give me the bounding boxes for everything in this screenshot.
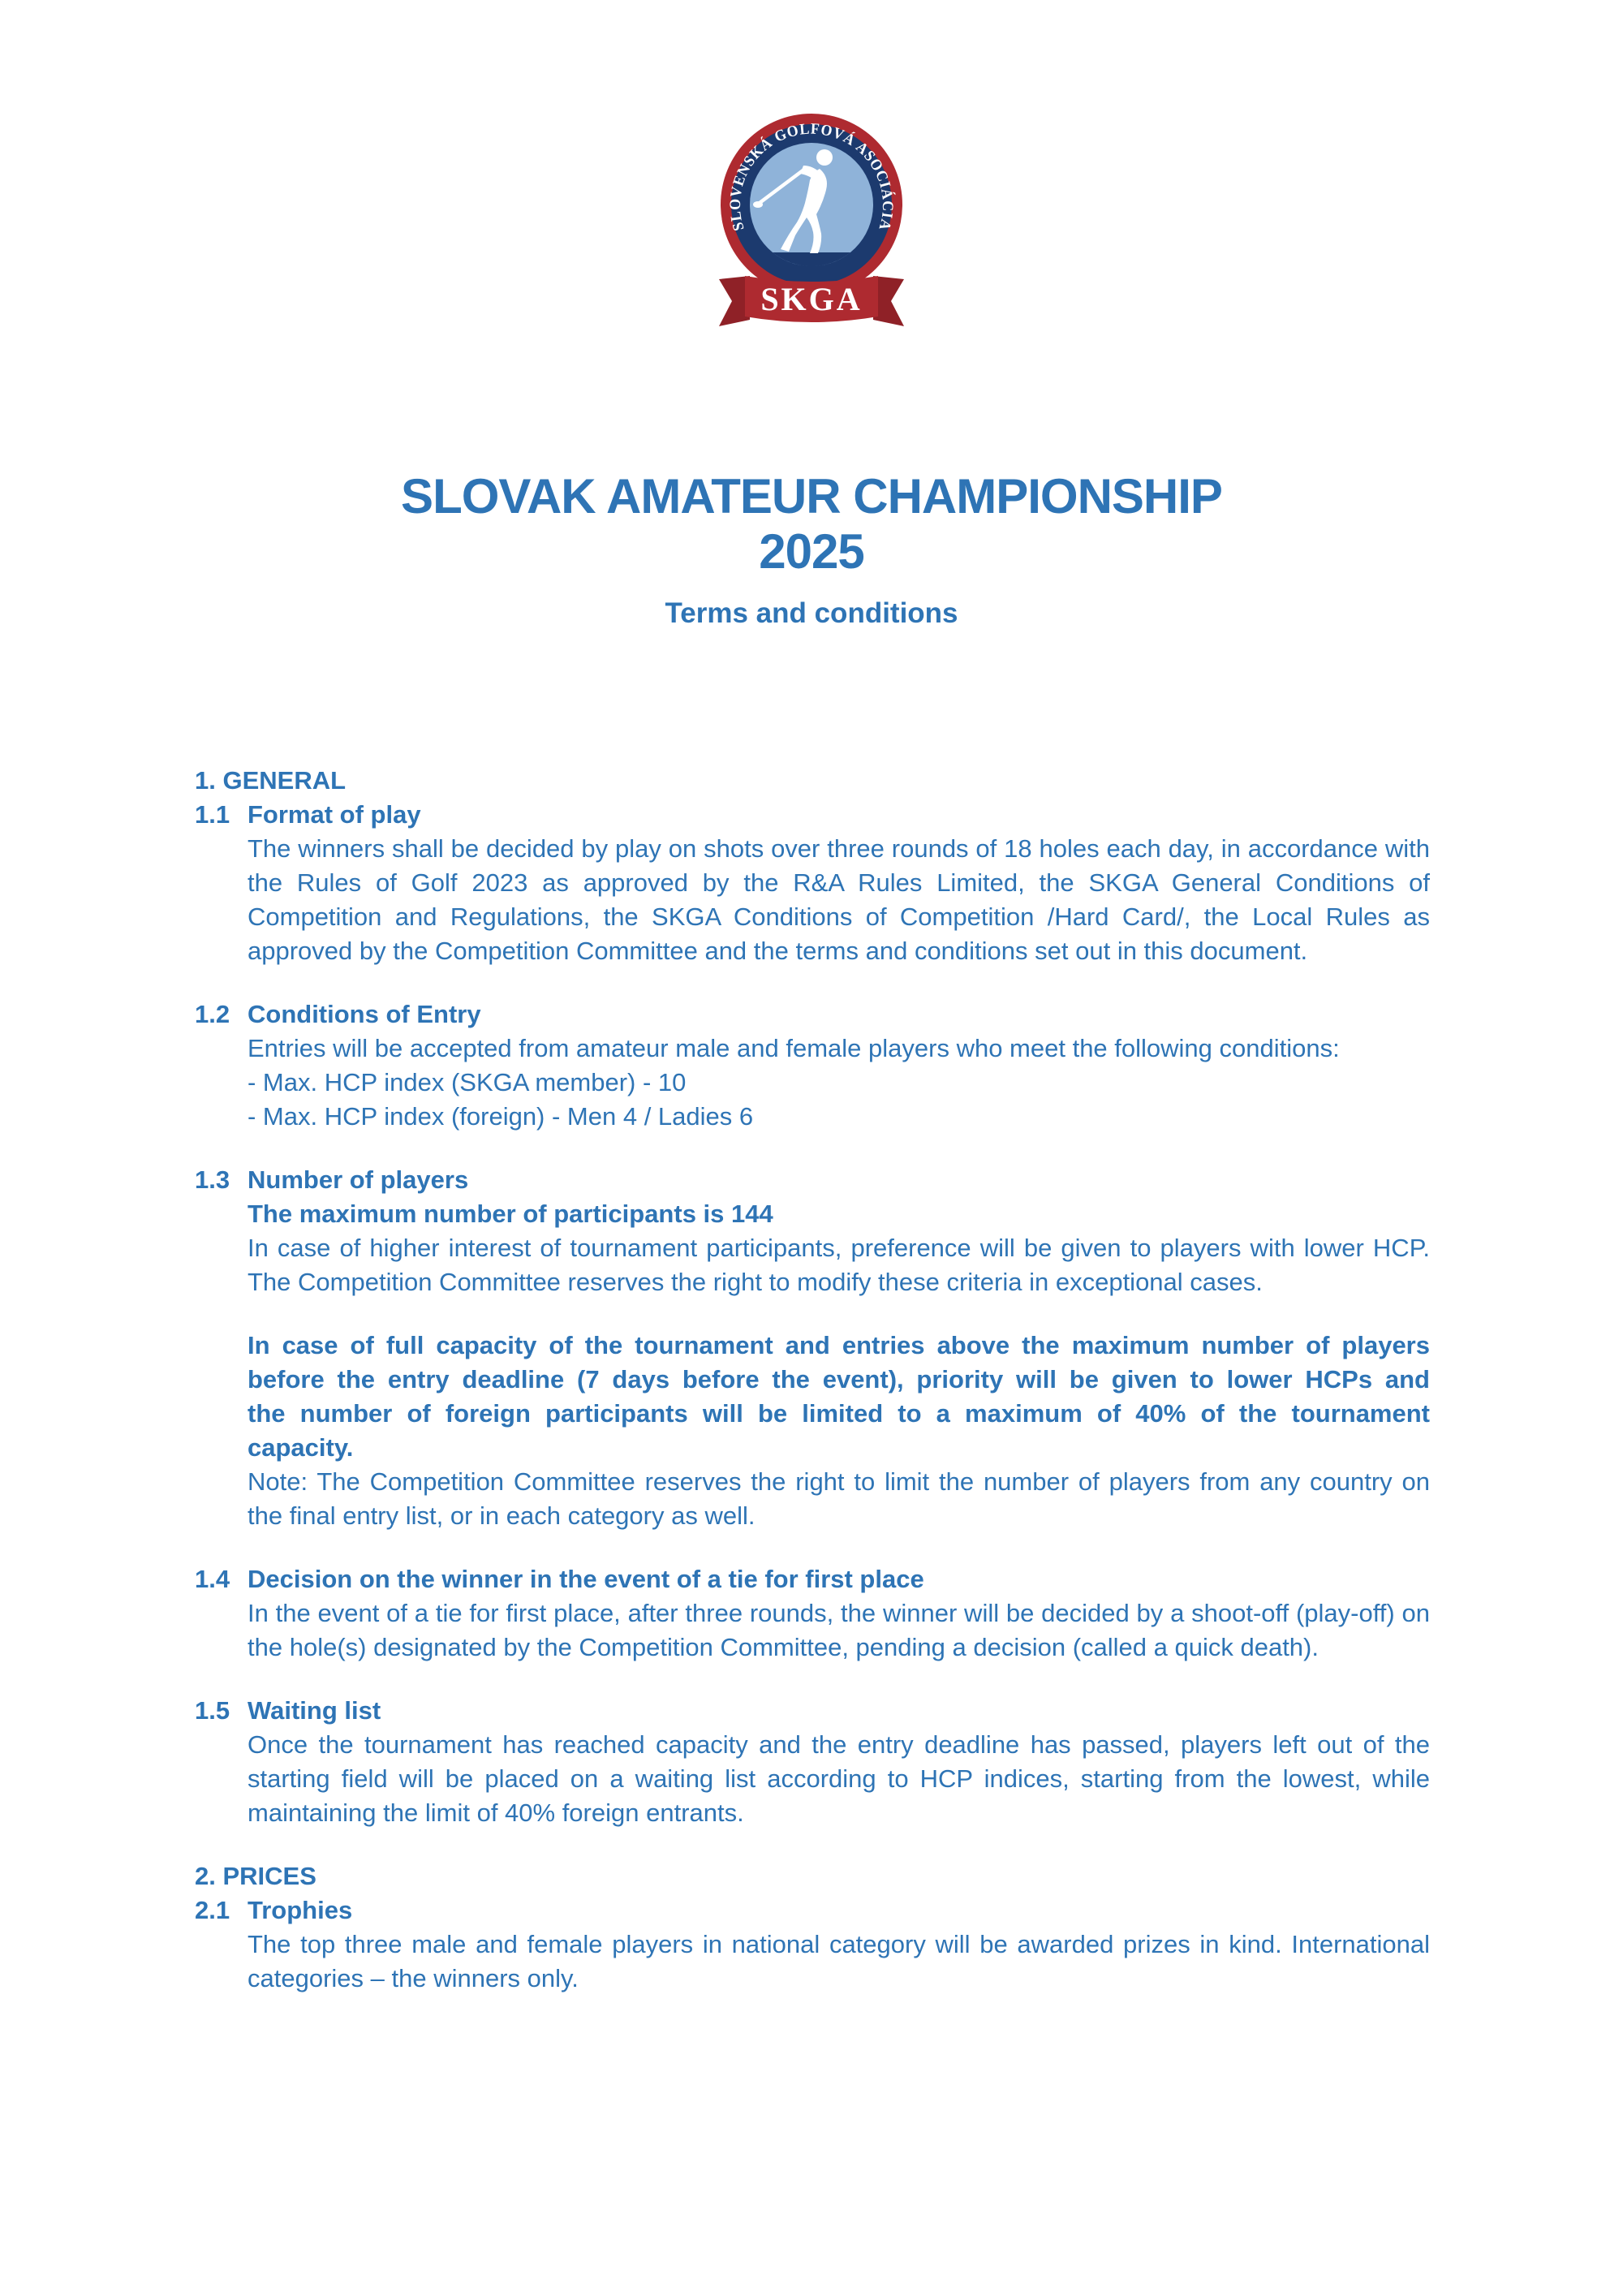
heading-title: Trophies xyxy=(248,1896,353,1924)
section-1-1-format-of-play xyxy=(195,798,1430,968)
document-subtitle: Terms and conditions xyxy=(665,597,958,629)
paragraph: In the event of a tie for first place, after three rounds, the winner will be decided by a shoot-off (play-off) on the hole(s) designated by the Competition Committee, pending a decision (called a quick death). xyxy=(248,1599,1430,1661)
document-title: SLOVAK AMATEUR CHAMPIONSHIP xyxy=(401,469,1222,523)
section-2-1-trophies xyxy=(195,1893,1430,1996)
heading-number: 1.2 xyxy=(195,1000,230,1028)
paragraph: The top three male and female players in national category will be awarded prizes in kind. International categories – the winners only. xyxy=(248,1930,1430,1992)
skga-logo-icon xyxy=(714,102,909,346)
paragraph: Entries will be accepted from amateur male and female players who meet the following conditions: xyxy=(248,1034,1340,1062)
bullet-line: - Max. HCP index (SKGA member) - 10 xyxy=(248,1068,687,1096)
paragraph: In case of higher interest of tournament participants, preference will be given to players with lower HCP. The Competition Committee reserves the right to modify these criteria in exceptional cases. xyxy=(248,1234,1430,1296)
section-1-2-conditions-of-entry xyxy=(195,997,1430,1134)
title-block xyxy=(0,469,1623,630)
bold-statement: The maximum number of participants is 144 xyxy=(248,1200,773,1228)
heading-number: 1.3 xyxy=(195,1165,230,1194)
section-1-4-tie-decision xyxy=(195,1562,1430,1665)
heading-title: Number of players xyxy=(248,1165,469,1194)
subsection-heading xyxy=(195,1893,1430,1928)
logo-arc-text: SLOVENSKÁ GOLFOVÁ ASOCIÁCIA xyxy=(726,120,897,234)
section-heading: 2. PRICES xyxy=(195,1862,316,1890)
heading-title: Waiting list xyxy=(248,1696,381,1725)
section-prices xyxy=(195,1859,1430,1893)
section-1-5-waiting-list xyxy=(195,1694,1430,1830)
subsection-heading xyxy=(195,1694,1430,1728)
skga-logo xyxy=(714,102,909,346)
document-body xyxy=(195,764,1430,2025)
subsection-heading xyxy=(195,1562,1430,1596)
subsection-heading xyxy=(195,798,1430,832)
heading-number: 2.1 xyxy=(195,1896,230,1924)
bullet-line: - Max. HCP index (foreign) - Men 4 / Ladies 6 xyxy=(248,1102,754,1131)
heading-title: Conditions of Entry xyxy=(248,1000,481,1028)
bold-paragraph: In case of full capacity of the tournament and entries above the maximum number of players before the entry deadline (7 days before the event), priority will be given to lower HCPs and the number of foreign participants will be limited to a maximum of 40% of the tournament capacity. xyxy=(248,1331,1430,1462)
subsection-heading xyxy=(195,1163,1430,1197)
ribbon-label: SKGA xyxy=(760,281,863,317)
paragraph: Once the tournament has reached capacity and the entry deadline has passed, players left out of the starting field will be placed on a waiting list according to HCP indices, starting from the lowest, while maintaining the limit of 40% foreign entrants. xyxy=(248,1730,1430,1827)
note-paragraph: Note: The Competition Committee reserves the right to limit the number of players from any country on the final entry list, or in each category as well. xyxy=(248,1467,1430,1530)
heading-title: Format of play xyxy=(248,800,421,829)
heading-number: 1.4 xyxy=(195,1565,230,1593)
section-general xyxy=(195,764,1430,798)
document-title-year: 2025 xyxy=(759,524,864,579)
paragraph: The winners shall be decided by play on shots over three rounds of 18 holes each day, in accordance with the Rules of Golf 2023 as approved by the R&A Rules Limited, the SKGA General Conditions of Competition and Regulations, the SKGA Conditions of Competition /Hard Card/, the Local Rules as approved by the Competition Committee and the terms and conditions set out in this document. xyxy=(248,834,1430,965)
heading-number: 1.5 xyxy=(195,1696,230,1725)
section-1-3-number-of-players xyxy=(195,1163,1430,1533)
section-heading: 1. GENERAL xyxy=(195,766,347,795)
heading-title: Decision on the winner in the event of a tie for first place xyxy=(248,1565,924,1593)
subsection-heading xyxy=(195,997,1430,1032)
heading-number: 1.1 xyxy=(195,800,230,829)
